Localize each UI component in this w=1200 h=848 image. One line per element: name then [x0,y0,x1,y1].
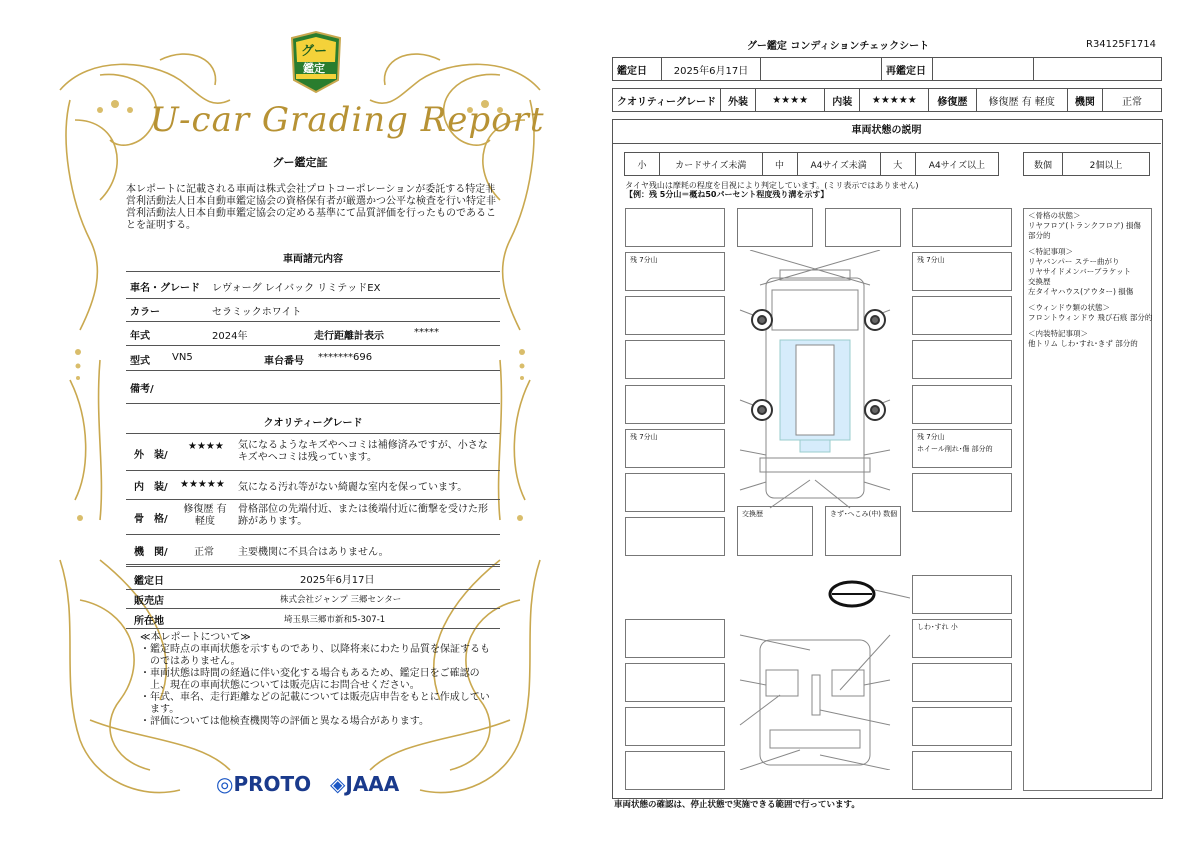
repair-label: 修復歴 [929,89,976,112]
year-value: 2024年 [212,331,248,342]
note-item: ・車両状態は時間の経過に伴い変化する場合もあるため、鑑定日をご確認の上、現在の車両状態については販売店にお問合せください。 [140,668,480,691]
wrinkle-box: しわ･すれ 小 [912,619,1012,658]
tire-front-right-box: 残 7分山 [912,252,1012,291]
callout-box [625,296,725,335]
count-desc: 2個以上 [1063,153,1150,176]
spec-section-header: 車両諸元内容 [283,254,343,265]
callout-box [625,619,725,658]
sheet-footer: 車両状態の確認は、停止状態で実施できる範囲で行っています。 [614,800,860,810]
exterior-label: 外 装/ [134,450,168,461]
size-small-label: 小 [625,153,660,176]
remarks-label: 備考/ [130,384,154,395]
date-label: 鑑定日 [613,58,662,81]
condition-notes: ＜骨格の状態＞ リヤフロア(トランクフロア) 損傷 部分的 ＜特記事項＞ リヤバンパー ステー曲がり リヤサイドメンバーブラケット 交換歴 左タイヤハウス(アウター) 損傷 ＜ウィンドウ類の状態＞ フロントウィンドウ 飛び石痕 部分的 ＜内装特記事項＞ 他トリム しわ･すれ･きず 部分的 [1023,208,1152,791]
size-mid-desc: A4サイズ未満 [797,153,880,176]
callout-box [625,517,725,556]
address-label: 所在地 [134,616,164,627]
engine-value: 正常 [1103,89,1162,112]
engine-row [126,534,500,565]
callout-box [625,385,725,424]
tire-rear-right-box: 残 7分山 ホイール削れ･傷 部分的 [912,429,1012,468]
interior-text: 気になる汚れ等がない綺麗な室内を保っています。 [238,482,468,493]
jaaa-mark-icon: ◈ [330,772,346,796]
frame-row [126,499,500,535]
emblem-text-top: グー [301,44,328,59]
date-row [126,566,500,590]
int-label: 内装 [825,89,860,112]
engine-label: 機関 [1067,89,1102,112]
shop-value: 株式会社ジャンプ 三郷センター [280,595,402,605]
mileage-label: 走行距離計表示 [314,331,384,342]
report-notes [140,632,495,728]
size-small-desc: カードサイズ未満 [660,153,763,176]
color-row [126,297,500,322]
mileage-value: ***** [414,327,439,338]
steering-wheel-icon [830,582,874,606]
callout-box [912,385,1012,424]
frame-label: 骨 格/ [134,514,168,525]
model-row [126,345,500,371]
certificate-intro: 本レポートに記載される車両は株式会社プロトコーポレーションが委託する特定非営利活動法人日本自動車鑑定協会の資格保有者が厳選かつ公平な検査を行い特定非営利活動法人日本自動車鑑定協会の定める基準にて品質評価を行ったものであることを証明する。 [126,184,496,231]
date-label: 鑑定日 [134,576,164,587]
date-value: 2025年6月17日 [300,575,375,586]
callout-box [912,751,1012,790]
repair-value: 修復歴 有 軽度 [976,89,1067,112]
ext-label: 外装 [721,89,756,112]
car-name-row [126,271,500,299]
chassis-value: *******696 [318,352,373,363]
interior-stars: ★★★★★ [180,479,225,490]
proto-mark-icon: ◎ [216,772,234,796]
interior-label: 内 装/ [134,482,168,493]
ext-value: ★★★★ [756,89,825,112]
callout-box [625,208,725,247]
replaced-box: 交換歴 [737,506,813,556]
jaaa-logo: ◈JAAA [330,772,400,796]
shop-row [126,588,500,609]
callout-box [912,473,1012,512]
callout-box [912,707,1012,746]
size-large-label: 大 [880,153,915,176]
note-item: ・評価については他検査機関等の評価と異なる場合があります。 [140,716,429,727]
shop-label: 販売店 [134,596,164,607]
callout-box [737,208,813,247]
callout-box [625,707,725,746]
exterior-text: 気になるようなキズやヘコミは補修済みですが、小さなキズやヘコミは残っています。 [238,440,488,463]
year-label: 年式 [130,331,150,342]
car-name-value: レヴォーグ レイバック リミテッドEX [212,283,381,294]
sheet-title: グー鑑定 コンディションチェックシート [746,41,930,52]
report-id: R34125F1714 [1086,39,1156,50]
redate-value [933,58,1034,81]
tire-note-2: 【例：残 5分山＝概ね50パーセント程度残り溝を示す】 [625,190,829,199]
callout-box [625,751,725,790]
callout-box [625,663,725,702]
callout-box [912,575,1012,614]
engine-label: 機 関/ [134,547,168,558]
tire-front-left-box: 残 7分山 [625,252,725,291]
tire-note-1: タイヤ残山は摩耗の程度を目視により判定しています。(ミリ表示ではありません) [625,181,919,190]
callout-box [912,296,1012,335]
callout-box [625,340,725,379]
color-label: カラー [130,307,160,318]
int-value: ★★★★★ [860,89,929,112]
emblem-text-bottom: 鑑定 [303,62,325,75]
engine-text: 主要機関に不具合はありません。 [238,547,389,558]
certificate-title: グー鑑定証 [272,156,328,169]
tire-rear-left-box: 残 7分山 [625,429,725,468]
condition-header: 車両状態の説明 [612,119,1161,144]
frame-text: 骨格部位の先端付近、または後端付近に衝撃を受けた形跡があります。 [238,504,488,527]
size-large-desc: A4サイズ以上 [915,153,998,176]
note-item: ・鑑定時点の車両状態を示すものであり、以降将来にわたり品質を保証するものではありません。 [140,644,490,667]
count-label: 数個 [1024,153,1063,176]
chassis-label: 車台番号 [264,356,304,367]
remarks-row [126,370,500,404]
note-item: ・年式、車名、走行距離などの記載については販売店申告をもとに作成しています。 [140,692,490,715]
grade-label: クオリティーグレード [613,89,721,112]
address-row [126,608,500,629]
callout-box [912,663,1012,702]
script-title: U-car Grading Report [150,100,545,140]
callout-box [912,208,1012,247]
date-table [612,57,1162,81]
quality-section-header: クオリティーグレード [263,418,363,429]
redate-label: 再鑑定日 [882,58,933,81]
callout-box [625,473,725,512]
exterior-row [126,433,500,471]
dent-box: きず･へこみ(中) 数個 [825,506,901,556]
date-value: 2025年6月17日 [662,58,761,81]
year-row [126,321,500,346]
address-value: 埼玉県三郷市新和5-307-1 [284,615,386,625]
callout-box [825,208,901,247]
model-value: VN5 [172,352,193,363]
exterior-stars: ★★★★ [188,441,224,452]
size-legend [624,152,999,176]
callout-box [912,340,1012,379]
frame-value: 修復歴 有 軽度 [183,504,227,527]
size-mid-label: 中 [762,153,797,176]
count-legend [1023,152,1150,176]
proto-logo: ◎PROTO [216,772,312,796]
model-label: 型式 [130,356,150,367]
color-value: セラミックホワイト [212,307,302,318]
grade-table [612,88,1162,112]
interior-row [126,469,500,500]
car-name-label: 車名・グレード [130,283,200,294]
notes-title: ≪本レポートについて≫ [140,632,251,643]
vehicle-diagram [720,250,910,770]
engine-value: 正常 [194,547,214,558]
